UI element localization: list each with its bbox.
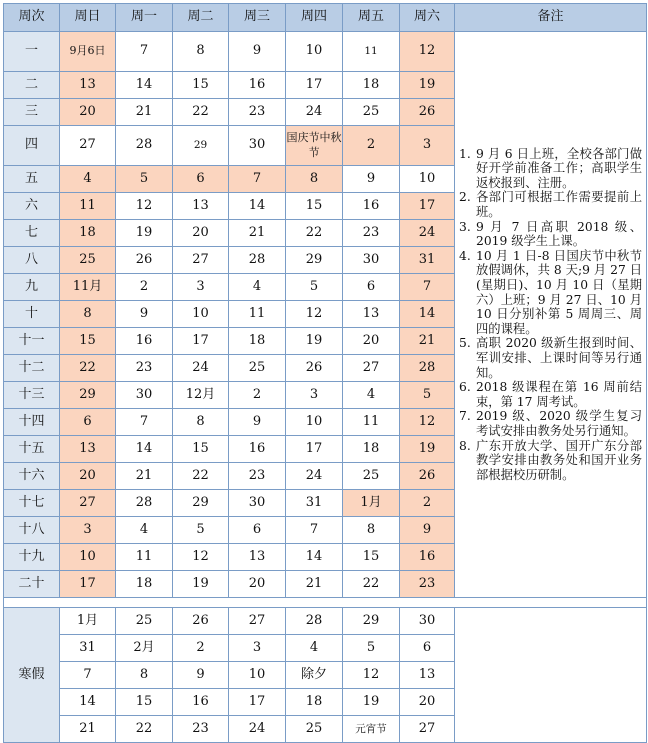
day-cell: 17 bbox=[286, 436, 343, 463]
day-cell: 7 bbox=[116, 409, 173, 436]
day-cell: 14 bbox=[286, 544, 343, 571]
day-cell: 8 bbox=[60, 301, 116, 328]
day-cell: 7 bbox=[229, 166, 286, 193]
day-cell: 16 bbox=[116, 328, 173, 355]
week-label: 七 bbox=[4, 220, 60, 247]
week-label: 十三 bbox=[4, 382, 60, 409]
note-text: 广东开放大学、国开广东分部教学安排由教务处和国开业务部根据校历研制。 bbox=[476, 438, 642, 482]
header-saturday: 周六 bbox=[400, 4, 455, 32]
day-cell: 5 bbox=[116, 166, 173, 193]
day-cell: 18 bbox=[229, 328, 286, 355]
day-cell: 20 bbox=[173, 220, 229, 247]
winter-day-cell: 13 bbox=[400, 662, 455, 689]
day-cell: 10 bbox=[286, 409, 343, 436]
day-cell: 9 bbox=[343, 166, 400, 193]
day-cell: 23 bbox=[229, 99, 286, 126]
winter-day-cell: 27 bbox=[229, 608, 286, 635]
note-number: 3. bbox=[459, 219, 471, 234]
day-cell: 9 bbox=[400, 517, 455, 544]
day-cell: 22 bbox=[286, 220, 343, 247]
day-cell: 26 bbox=[116, 247, 173, 274]
header-monday: 周一 bbox=[116, 4, 173, 32]
day-cell: 27 bbox=[60, 126, 116, 166]
day-cell: 22 bbox=[60, 355, 116, 382]
winter-day-cell: 30 bbox=[400, 608, 455, 635]
day-cell: 4 bbox=[116, 517, 173, 544]
note-number: 7. bbox=[459, 409, 471, 424]
day-cell: 19 bbox=[173, 571, 229, 598]
week-label: 十七 bbox=[4, 490, 60, 517]
day-cell: 30 bbox=[343, 247, 400, 274]
header-row bbox=[4, 4, 647, 32]
day-cell: 21 bbox=[286, 571, 343, 598]
day-cell: 14 bbox=[229, 193, 286, 220]
day-cell: 13 bbox=[343, 301, 400, 328]
day-cell: 9 bbox=[116, 301, 173, 328]
day-cell: 30 bbox=[229, 490, 286, 517]
winter-day-cell: 21 bbox=[60, 716, 116, 743]
week-row bbox=[4, 32, 647, 72]
day-cell: 22 bbox=[173, 99, 229, 126]
day-cell: 6 bbox=[173, 166, 229, 193]
note-text: 2018 级课程在第 16 周前结束，第 17 周考试。 bbox=[476, 380, 642, 409]
day-cell: 18 bbox=[343, 72, 400, 99]
winter-day-cell: 17 bbox=[229, 689, 286, 716]
winter-day-cell: 15 bbox=[116, 689, 173, 716]
day-cell: 10 bbox=[400, 166, 455, 193]
week-label: 六 bbox=[4, 193, 60, 220]
week-label: 十四 bbox=[4, 409, 60, 436]
winter-day-cell: 19 bbox=[343, 689, 400, 716]
day-cell: 12 bbox=[116, 193, 173, 220]
day-cell: 22 bbox=[343, 571, 400, 598]
winter-day-cell: 22 bbox=[116, 716, 173, 743]
day-cell: 4 bbox=[60, 166, 116, 193]
day-cell: 5 bbox=[286, 274, 343, 301]
day-cell: 19 bbox=[400, 72, 455, 99]
winter-day-cell: 4 bbox=[286, 635, 343, 662]
note-number: 5. bbox=[459, 336, 471, 351]
header-thursday: 周四 bbox=[286, 4, 343, 32]
day-cell: 31 bbox=[400, 247, 455, 274]
day-cell: 30 bbox=[229, 126, 286, 166]
day-cell: 20 bbox=[343, 328, 400, 355]
week-label: 二 bbox=[4, 72, 60, 99]
note-number: 8. bbox=[459, 438, 471, 453]
day-cell: 15 bbox=[173, 436, 229, 463]
day-cell: 6 bbox=[60, 409, 116, 436]
week-label: 十 bbox=[4, 301, 60, 328]
winter-day-cell: 7 bbox=[60, 662, 116, 689]
week-label: 五 bbox=[4, 166, 60, 193]
week-label: 三 bbox=[4, 99, 60, 126]
day-cell: 24 bbox=[286, 99, 343, 126]
day-cell: 16 bbox=[229, 72, 286, 99]
winter-day-cell: 5 bbox=[343, 635, 400, 662]
winter-day-cell: 3 bbox=[229, 635, 286, 662]
day-cell: 3 bbox=[286, 382, 343, 409]
note-item bbox=[459, 190, 642, 219]
week-label: 九 bbox=[4, 274, 60, 301]
day-cell: 28 bbox=[400, 355, 455, 382]
day-cell: 7 bbox=[400, 274, 455, 301]
day-cell: 29 bbox=[173, 126, 229, 166]
day-cell: 20 bbox=[229, 571, 286, 598]
day-cell: 21 bbox=[400, 328, 455, 355]
winter-day-cell: 27 bbox=[400, 716, 455, 743]
day-cell: 18 bbox=[343, 436, 400, 463]
day-cell: 9月6日 bbox=[60, 32, 116, 72]
day-cell: 15 bbox=[286, 193, 343, 220]
day-cell: 14 bbox=[116, 436, 173, 463]
day-cell: 21 bbox=[116, 99, 173, 126]
day-cell: 23 bbox=[343, 220, 400, 247]
notes-list bbox=[459, 147, 642, 483]
header-sunday: 周日 bbox=[60, 4, 116, 32]
day-cell: 5 bbox=[173, 517, 229, 544]
day-cell: 18 bbox=[60, 220, 116, 247]
day-cell: 11 bbox=[60, 193, 116, 220]
week-label: 十六 bbox=[4, 463, 60, 490]
day-cell: 10 bbox=[286, 32, 343, 72]
day-cell: 26 bbox=[286, 355, 343, 382]
winter-notes-blank bbox=[455, 608, 647, 743]
day-cell: 2 bbox=[229, 382, 286, 409]
day-cell: 16 bbox=[343, 193, 400, 220]
day-cell: 6 bbox=[229, 517, 286, 544]
day-cell: 8 bbox=[173, 409, 229, 436]
week-label: 十八 bbox=[4, 517, 60, 544]
day-cell: 26 bbox=[400, 463, 455, 490]
winter-day-cell: 24 bbox=[229, 716, 286, 743]
day-cell: 17 bbox=[173, 328, 229, 355]
week-label: 二十 bbox=[4, 571, 60, 598]
day-cell: 17 bbox=[286, 72, 343, 99]
day-cell: 11 bbox=[116, 544, 173, 571]
day-cell: 2 bbox=[400, 490, 455, 517]
note-item bbox=[459, 147, 642, 191]
day-cell: 29 bbox=[60, 382, 116, 409]
winter-day-cell: 9 bbox=[173, 662, 229, 689]
day-cell: 8 bbox=[286, 166, 343, 193]
notes-cell bbox=[455, 32, 647, 598]
winter-day-cell: 25 bbox=[286, 716, 343, 743]
day-cell: 12 bbox=[400, 409, 455, 436]
day-cell: 18 bbox=[116, 571, 173, 598]
day-cell: 16 bbox=[400, 544, 455, 571]
winter-day-cell: 2 bbox=[173, 635, 229, 662]
note-item bbox=[459, 380, 642, 409]
winter-day-cell: 28 bbox=[286, 608, 343, 635]
day-cell: 11 bbox=[343, 409, 400, 436]
day-cell: 国庆节中秋节 bbox=[286, 126, 343, 166]
day-cell: 1月 bbox=[343, 490, 400, 517]
day-cell: 28 bbox=[116, 490, 173, 517]
winter-row bbox=[4, 608, 647, 635]
day-cell: 21 bbox=[229, 220, 286, 247]
winter-body bbox=[4, 598, 647, 743]
header-week: 周次 bbox=[4, 4, 60, 32]
week-label: 十九 bbox=[4, 544, 60, 571]
day-cell: 10 bbox=[60, 544, 116, 571]
day-cell: 3 bbox=[400, 126, 455, 166]
day-cell: 17 bbox=[60, 571, 116, 598]
winter-day-cell: 26 bbox=[173, 608, 229, 635]
day-cell: 28 bbox=[229, 247, 286, 274]
day-cell: 19 bbox=[286, 328, 343, 355]
week-label: 四 bbox=[4, 126, 60, 166]
winter-day-cell: 18 bbox=[286, 689, 343, 716]
day-cell: 19 bbox=[116, 220, 173, 247]
day-cell: 29 bbox=[173, 490, 229, 517]
day-cell: 7 bbox=[116, 32, 173, 72]
day-cell: 15 bbox=[173, 72, 229, 99]
day-cell: 27 bbox=[173, 247, 229, 274]
weeks-body bbox=[4, 32, 647, 598]
winter-day-cell: 元宵节 bbox=[343, 716, 400, 743]
day-cell: 10 bbox=[173, 301, 229, 328]
note-number: 1. bbox=[459, 146, 471, 161]
note-item bbox=[459, 249, 642, 337]
winter-day-cell: 14 bbox=[60, 689, 116, 716]
day-cell: 7 bbox=[286, 517, 343, 544]
day-cell: 3 bbox=[173, 274, 229, 301]
week-label: 一 bbox=[4, 32, 60, 72]
day-cell: 23 bbox=[229, 463, 286, 490]
day-cell: 16 bbox=[229, 436, 286, 463]
day-cell: 13 bbox=[173, 193, 229, 220]
separator-cell bbox=[4, 598, 647, 608]
day-cell: 25 bbox=[229, 355, 286, 382]
day-cell: 23 bbox=[400, 571, 455, 598]
day-cell: 3 bbox=[60, 517, 116, 544]
note-item bbox=[459, 220, 642, 249]
winter-day-cell: 2月 bbox=[116, 635, 173, 662]
day-cell: 8 bbox=[173, 32, 229, 72]
note-item bbox=[459, 439, 642, 483]
day-cell: 17 bbox=[400, 193, 455, 220]
day-cell: 15 bbox=[60, 328, 116, 355]
winter-day-cell: 25 bbox=[116, 608, 173, 635]
day-cell: 27 bbox=[343, 355, 400, 382]
day-cell: 13 bbox=[229, 544, 286, 571]
day-cell: 30 bbox=[116, 382, 173, 409]
day-cell: 28 bbox=[116, 126, 173, 166]
week-label: 八 bbox=[4, 247, 60, 274]
winter-day-cell: 1月 bbox=[60, 608, 116, 635]
note-number: 2. bbox=[459, 190, 471, 205]
note-text: 9 月 7 日高职 2018 级、2019 级学生上课。 bbox=[476, 219, 642, 249]
winter-day-cell: 16 bbox=[173, 689, 229, 716]
winter-day-cell: 10 bbox=[229, 662, 286, 689]
header-tuesday: 周二 bbox=[173, 4, 229, 32]
school-calendar-table bbox=[3, 3, 647, 743]
day-cell: 12 bbox=[286, 301, 343, 328]
note-number: 6. bbox=[459, 380, 471, 395]
day-cell: 24 bbox=[400, 220, 455, 247]
day-cell: 27 bbox=[60, 490, 116, 517]
note-item bbox=[459, 336, 642, 380]
day-cell: 20 bbox=[60, 463, 116, 490]
day-cell: 11 bbox=[229, 301, 286, 328]
day-cell: 2 bbox=[116, 274, 173, 301]
separator-row bbox=[4, 598, 647, 608]
header-notes: 备注 bbox=[455, 4, 647, 32]
day-cell: 23 bbox=[116, 355, 173, 382]
day-cell: 12 bbox=[173, 544, 229, 571]
day-cell: 2 bbox=[343, 126, 400, 166]
day-cell: 29 bbox=[286, 247, 343, 274]
winter-day-cell: 除夕 bbox=[286, 662, 343, 689]
header-wednesday: 周三 bbox=[229, 4, 286, 32]
day-cell: 15 bbox=[343, 544, 400, 571]
day-cell: 4 bbox=[343, 382, 400, 409]
day-cell: 25 bbox=[60, 247, 116, 274]
day-cell: 9 bbox=[229, 32, 286, 72]
note-text: 各部门可根据工作需要提前上班。 bbox=[476, 190, 642, 220]
day-cell: 6 bbox=[343, 274, 400, 301]
day-cell: 21 bbox=[116, 463, 173, 490]
day-cell: 13 bbox=[60, 72, 116, 99]
note-item bbox=[459, 409, 642, 438]
header-friday: 周五 bbox=[343, 4, 400, 32]
winter-day-cell: 31 bbox=[60, 635, 116, 662]
week-label: 十一 bbox=[4, 328, 60, 355]
winter-day-cell: 8 bbox=[116, 662, 173, 689]
day-cell: 11 bbox=[343, 32, 400, 72]
day-cell: 26 bbox=[400, 99, 455, 126]
day-cell: 11月 bbox=[60, 274, 116, 301]
week-label: 十五 bbox=[4, 436, 60, 463]
winter-day-cell: 20 bbox=[400, 689, 455, 716]
week-label: 十二 bbox=[4, 355, 60, 382]
day-cell: 8 bbox=[343, 517, 400, 544]
winter-day-cell: 29 bbox=[343, 608, 400, 635]
note-text: 10 月 1 日-8 日国庆节中秋节放假调休，共 8 天;9 月 27 日(星期日)、10 月 10 日（星期六）上班；9 月 27 日、10 月 10 日分别补第 5 周周三、周四的课程。 bbox=[476, 248, 642, 336]
day-cell: 13 bbox=[60, 436, 116, 463]
day-cell: 20 bbox=[60, 99, 116, 126]
day-cell: 12月 bbox=[173, 382, 229, 409]
note-number: 4. bbox=[459, 248, 471, 263]
winter-day-cell: 6 bbox=[400, 635, 455, 662]
day-cell: 5 bbox=[400, 382, 455, 409]
day-cell: 12 bbox=[400, 32, 455, 72]
day-cell: 4 bbox=[229, 274, 286, 301]
note-text: 2019 级、2020 级学生复习考试安排由教务处另行通知。 bbox=[476, 409, 642, 438]
note-text: 9 月 6 日上班，全校各部门做好开学前准备工作；高职学生返校报到、注册。 bbox=[476, 146, 642, 190]
winter-day-cell: 12 bbox=[343, 662, 400, 689]
day-cell: 14 bbox=[116, 72, 173, 99]
day-cell: 31 bbox=[286, 490, 343, 517]
winter-label: 寒假 bbox=[4, 608, 60, 743]
day-cell: 19 bbox=[400, 436, 455, 463]
winter-day-cell: 23 bbox=[173, 716, 229, 743]
day-cell: 25 bbox=[343, 463, 400, 490]
day-cell: 25 bbox=[343, 99, 400, 126]
day-cell: 9 bbox=[229, 409, 286, 436]
note-text: 高职 2020 级新生报到时间、军训安排、上课时间等另行通知。 bbox=[476, 336, 642, 380]
day-cell: 14 bbox=[400, 301, 455, 328]
day-cell: 22 bbox=[173, 463, 229, 490]
day-cell: 24 bbox=[286, 463, 343, 490]
day-cell: 24 bbox=[173, 355, 229, 382]
